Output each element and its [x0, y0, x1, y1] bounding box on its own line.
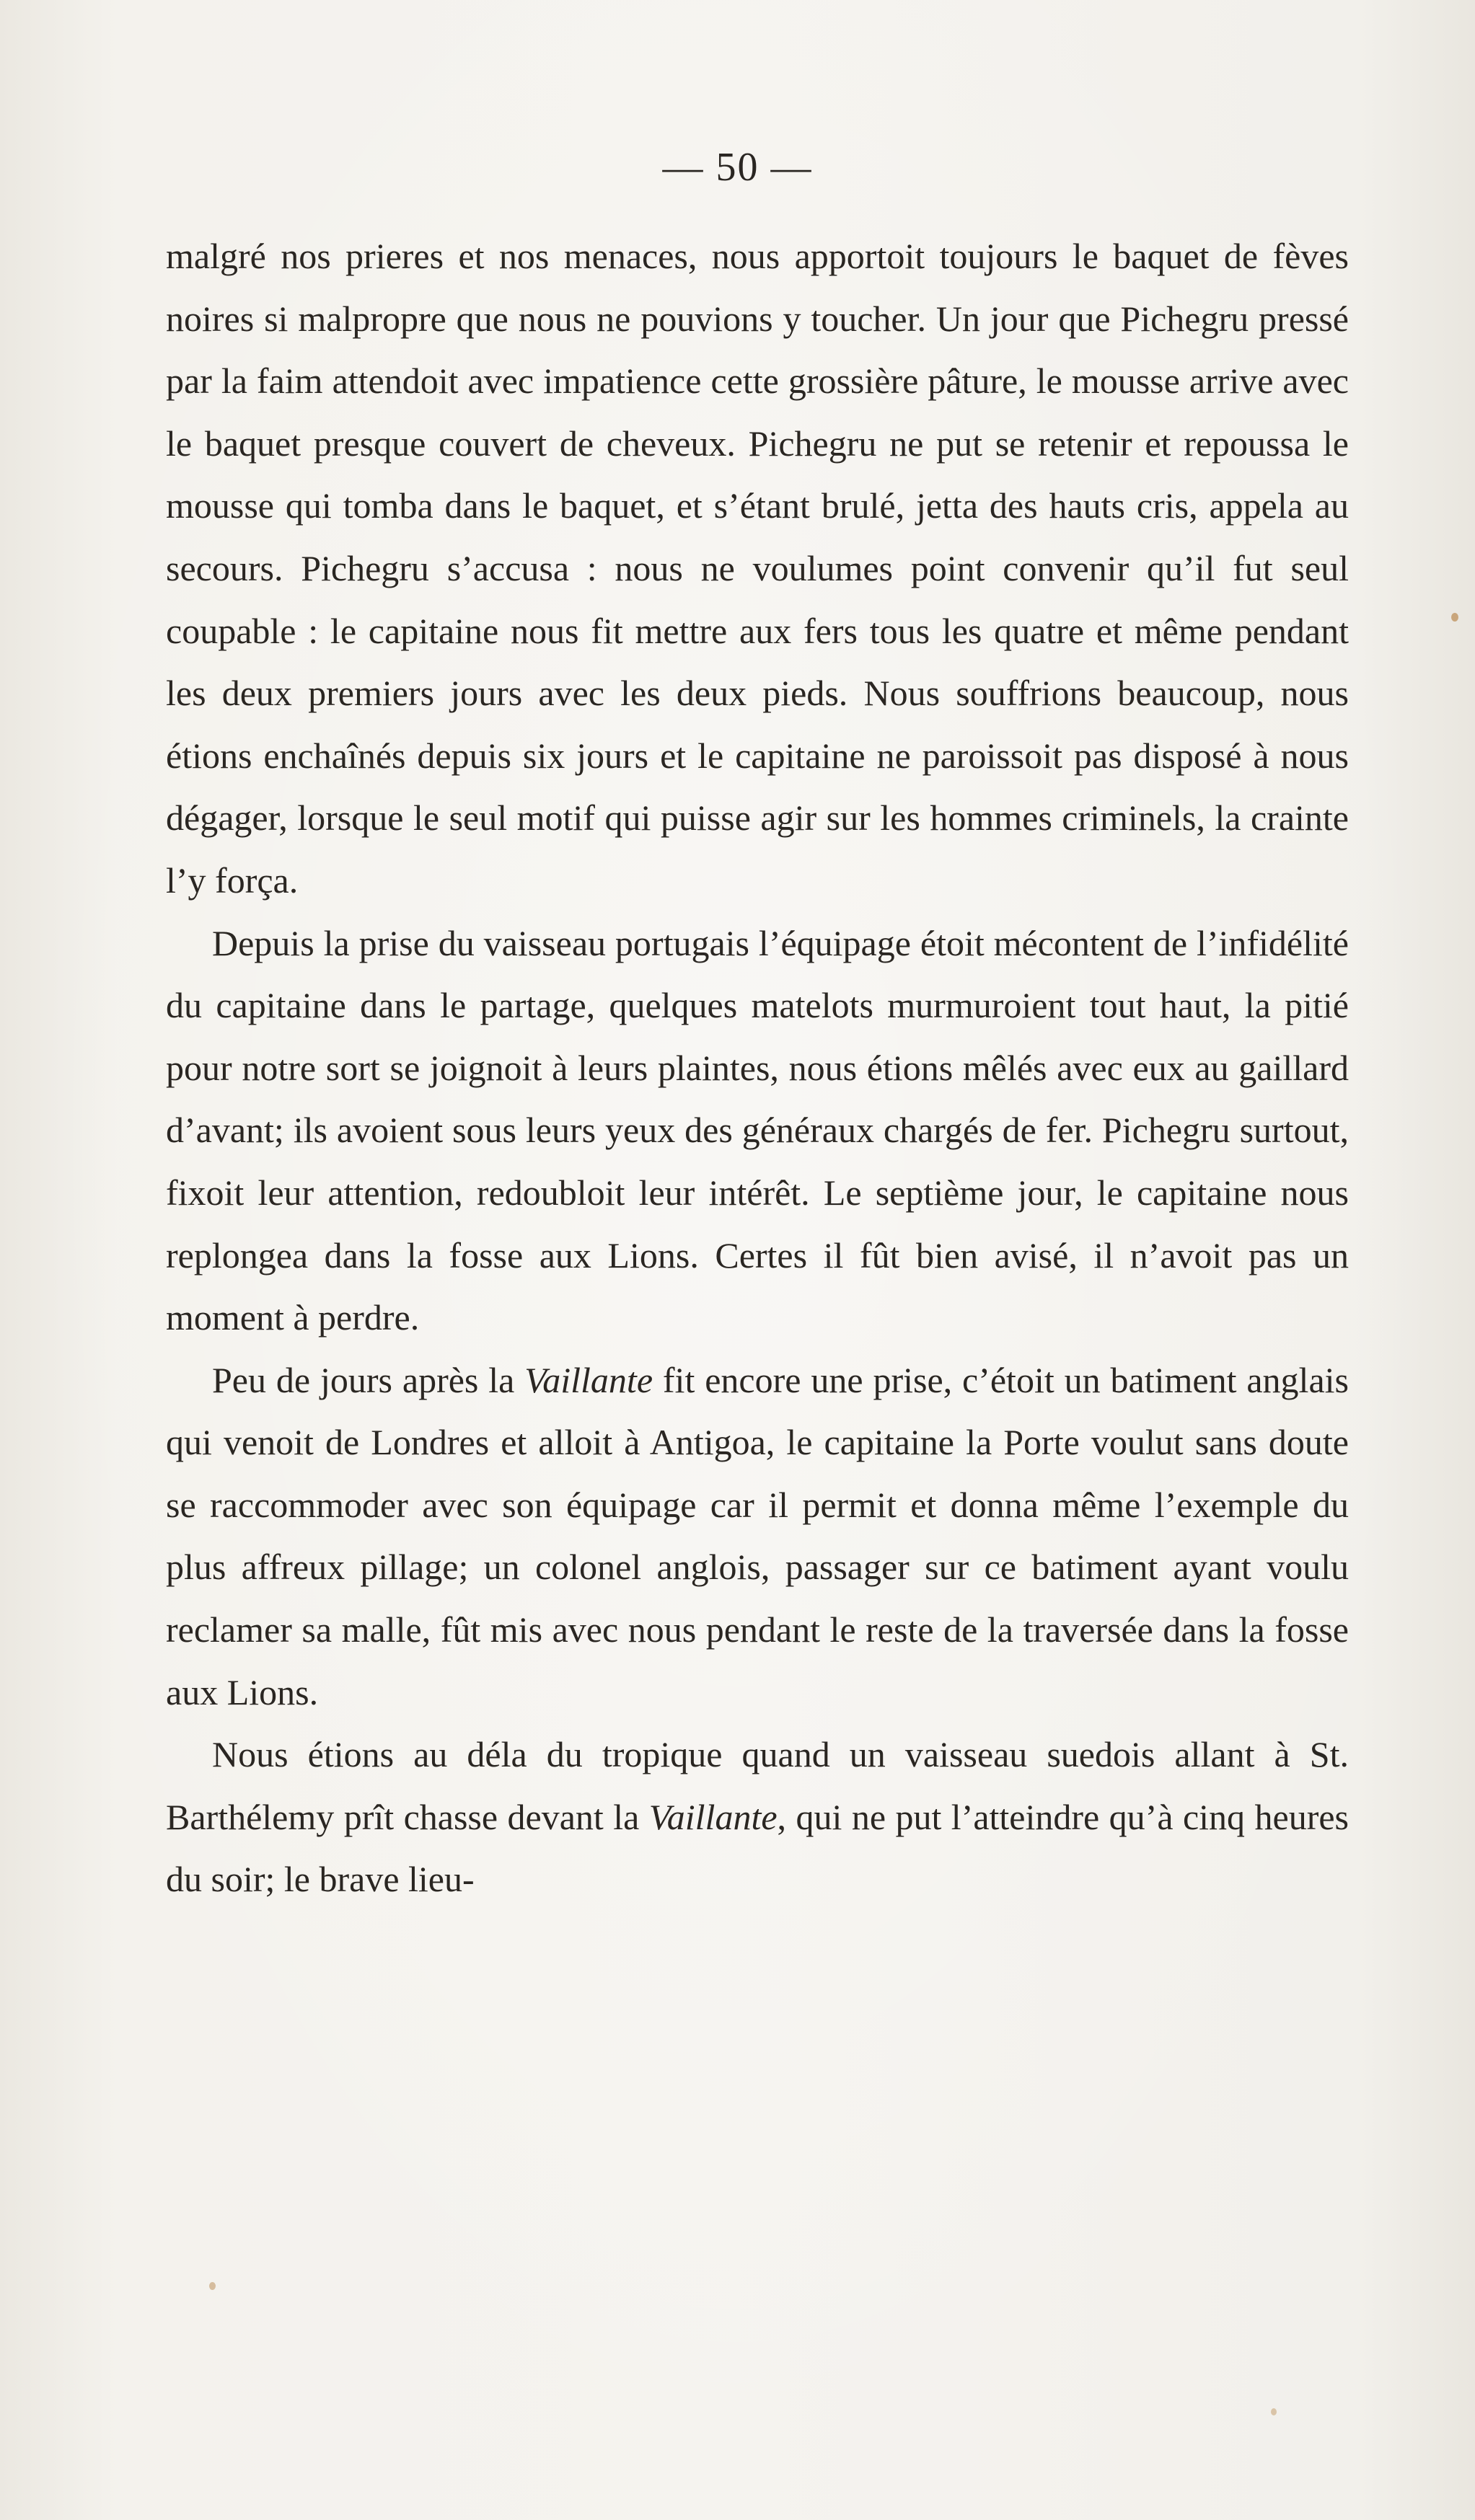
paragraph-3	[166, 1349, 1349, 1724]
paragraph-4-before: Nous étions au déla du tropique quand un vaisseau suedois allant à St. Barthélemy prît chasse devant la	[166, 1734, 1349, 1837]
ship-name-italic: Vaillante	[648, 1796, 778, 1837]
paragraph-2: Depuis la prise du vaisseau portugais l’équipage étoit mécontent de l’infidélité du capitaine dans le partage, quelques matelots murmuroient tout haut, la pitié pour notre sort se joignoit à leurs plaintes, nous étions mêlés avec eux au gaillard d’avant; ils avoient sous leurs yeux des généraux chargés de fer. Pichegru surtout, fixoit leur attention, redoubloit leur intérêt. Le septième jour, le capitaine nous replongea dans la fosse aux Lions. Certes il fût bien avisé, il n’avoit pas un moment à perdre.	[166, 922, 1349, 1338]
paragraph-4	[166, 1723, 1349, 1911]
paragraph-3-after: fit encore une prise, c’étoit un batiment anglais qui venoit de Londres et alloit à Antigoa, le capitaine la Porte voulut sans doute se raccommoder avec son équipage car il permit et donna même l’exemple du plus affreux pillage; un colonel anglois, passager sur ce batiment ayant voulu reclamer sa malle, fût mis avec nous pendant le reste de la traversée dans la fosse aux Lions.	[166, 1359, 1349, 1712]
foxing-spot	[209, 2282, 216, 2290]
paragraph-1: malgré nos prieres et nos menaces, nous apportoit toujours le baquet de fèves noires si malpropre que nous ne pouvions y toucher. Un jour que Pichegru pressé par la faim attendoit avec impatience cette grossière pâture, le mousse arrive avec le baquet presque couvert de cheveux. Pichegru ne put se retenir et repoussa le mousse qui tomba dans le baquet, et s’étant brulé, jetta des hauts cris, appela au secours. Pichegru s’accusa : nous ne voulumes point convenir qu’il fut seul coupable : le capitaine nous fit mettre aux fers tous les quatre et même pendant les deux premiers jours avec les deux pieds. Nous souffrions beaucoup, nous étions enchaînés depuis six jours et le capitaine ne paroissoit pas disposé à nous dégager, lorsque le seul motif qui puisse agir sur les hommes criminels, la crainte l’y força.	[166, 236, 1349, 901]
ship-name-italic: Vaillante	[524, 1359, 653, 1400]
paragraph-3-before: Peu de jours après la	[212, 1359, 525, 1400]
body-text	[166, 225, 1349, 1911]
foxing-spot	[1451, 613, 1458, 622]
page-number: — 50 —	[662, 145, 813, 190]
foxing-spot	[1271, 2408, 1277, 2415]
paragraph-4-after: , qui ne put l’atteindre qu’à cinq heures du soir; le brave lieu-	[166, 1796, 1349, 1900]
